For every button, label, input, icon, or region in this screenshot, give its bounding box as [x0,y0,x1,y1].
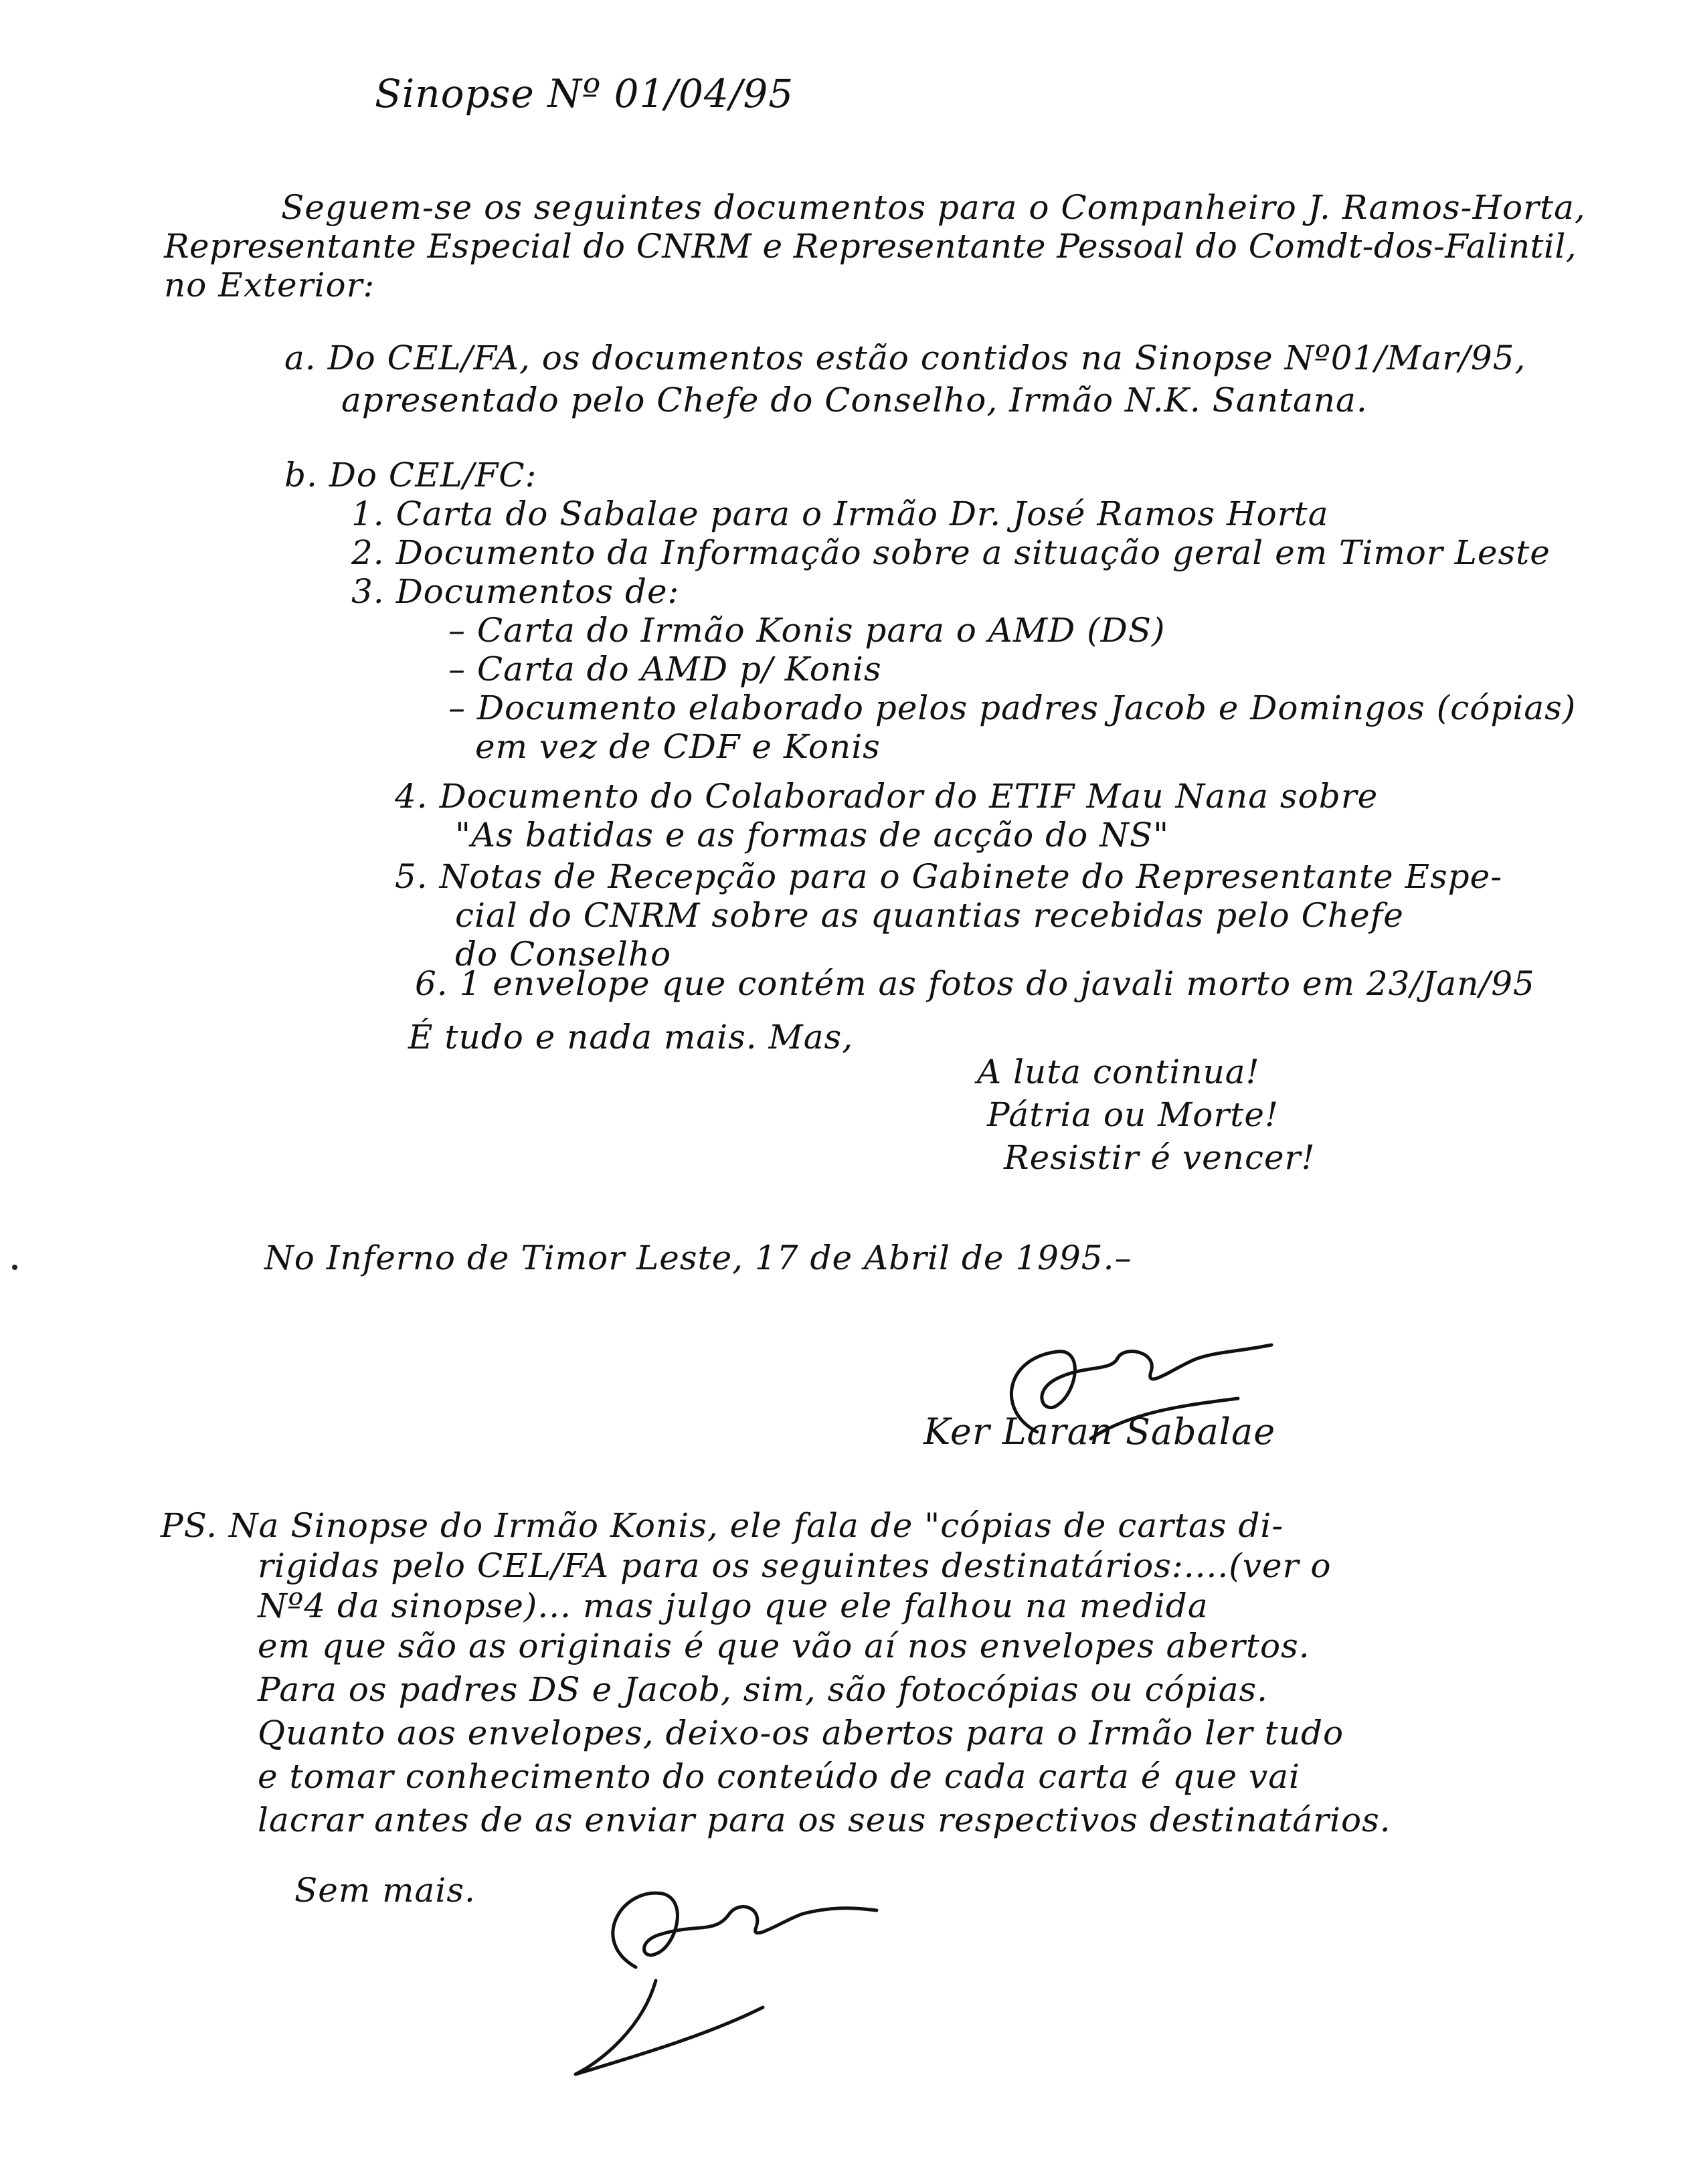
section-b-subitem-3: – Documento elaborado pelos padres Jacob e Domingos (cópias) [448,689,1577,727]
place-and-date: No Inferno de Timor Leste, 17 de Abril de 1995.– [264,1239,1132,1277]
section-b-subitem-2: – Carta do AMD p/ Konis [448,650,882,689]
slogan-2: Pátria ou Morte! [987,1095,1279,1134]
ps-line-6: Quanto aos envelopes, deixo-os abertos para o Irmão ler tudo [258,1714,1344,1752]
document-title: Sinopse Nº 01/04/95 [375,71,794,116]
section-b-item-2: 2. Documento da Informação sobre a situação geral em Timor Leste [351,533,1551,572]
section-a-line-1: a. Do CEL/FA, os documentos estão contidos na Sinopse Nº01/Mar/95, [284,339,1526,377]
signature-graphic-2 [562,1874,910,2088]
ps-line-4: em que são as originais é que vão aí nos envelopes abertos. [258,1627,1310,1665]
section-b-item-1: 1. Carta do Sabalae para o Irmão Dr. José Ramos Horta [351,494,1329,533]
section-b-item-3: 3. Documentos de: [351,572,680,611]
section-b-item-5-cont-2: do Conselho [455,935,672,974]
ps-closing: Sem mais. [294,1871,476,1910]
section-b-subitem-3-cont: em vez de CDF e Konis [475,727,881,766]
section-b-item-6: 6. 1 envelope que contém as fotos do javali morto em 23/Jan/95 [415,964,1535,1003]
ps-line-5: Para os padres DS e Jacob, sim, são fotocópias ou cópias. [258,1670,1269,1709]
signature-graphic-1 [957,1332,1332,1479]
intro-line-3: no Exterior: [164,266,375,304]
ps-line-3: Nº4 da sinopse)... mas julgo que ele falhou na medida [258,1586,1209,1625]
section-b-item-4: 4. Documento do Colaborador do ETIF Mau Nana sobre [395,777,1379,816]
ps-line-8: lacrar antes de as enviar para os seus respectivos destinatários. [258,1801,1391,1839]
slogan-1: A luta continua! [977,1053,1260,1091]
section-b-item-5-cont-1: cial do CNRM sobre as quantias recebidas pelo Chefe [455,896,1404,935]
ps-line-1: PS. Na Sinopse do Irmão Konis, ele fala de "cópias de cartas di- [161,1506,1284,1545]
section-b-heading: b. Do CEL/FC: [284,456,537,494]
closing-line: É tudo e nada mais. Mas, [408,1018,854,1057]
signature-name: Ker Laran Sabalae [923,1410,1276,1453]
ps-line-2: rigidas pelo CEL/FA para os seguintes destinatários:....(ver o [258,1546,1332,1585]
slogan-3: Resistir é vencer! [1004,1138,1316,1177]
section-b-subitem-1: – Carta do Irmão Konis para o AMD (DS) [448,611,1166,650]
stray-ink-dot [12,1265,17,1270]
section-b-item-5: 5. Notas de Recepção para o Gabinete do Representante Espe- [395,857,1503,896]
intro-line-1: Seguem-se os seguintes documentos para o Companheiro J. Ramos-Horta, [281,188,1586,227]
section-a-line-2: apresentado pelo Chefe do Conselho, Irmão N.K. Santana. [341,381,1368,420]
intro-line-2: Representante Especial do CNRM e Representante Pessoal do Comdt-dos-Falintil, [164,227,1577,266]
ps-line-7: e tomar conhecimento do conteúdo de cada carta é que vai [258,1757,1301,1796]
section-b-item-4-cont: "As batidas e as formas de acção do NS" [455,816,1170,854]
